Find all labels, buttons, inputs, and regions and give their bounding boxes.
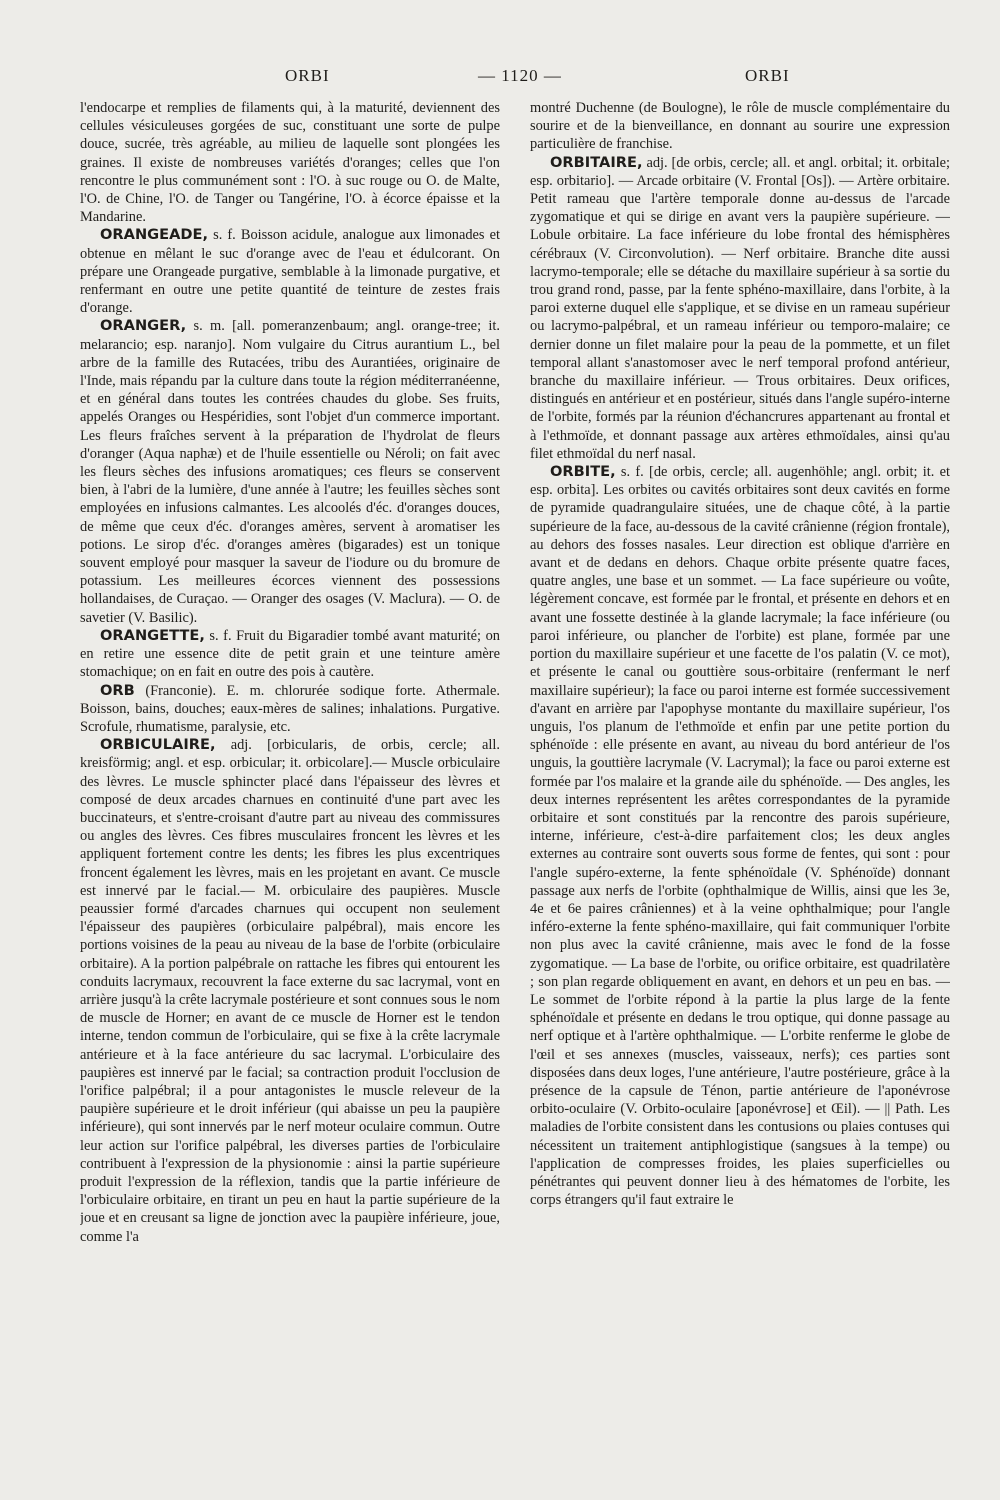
right-column [530, 99, 950, 1434]
headword: ORB [100, 681, 135, 699]
page-number: — 1120 — [478, 66, 562, 85]
paragraph-continuation [80, 99, 500, 226]
entry-orbitaire [530, 154, 950, 463]
running-header [80, 66, 920, 90]
paragraph-text: l'endocarpe et remplies de filaments qui, à la maturité, deviennent des cellules vésiculeuses gorgées de suc, constituant une sorte de pulpe douce, sucrée, très agréable, au milieu de laquelle sont plongées les graines. Il existe de nombreuses variétés d'oranges; celles que l'on rencontre le plus communément sont : l'O. à suc rouge ou O. de Malte, l'O. de Chine, l'O. de Tanger ou Tangérine, l'O. à écorce épaisse et la Mandarine. [80, 100, 500, 226]
definition-text: s. f. Boisson acidule, analogue aux limonades et obtenue en mêlant le suc d'orange avec de l'eau et édulcorant. On prépare une Orangeade purgative, semblable à la limonade purgative, et renfermant en outre une petite quantité de teinture de zestes frais d'orange. [80, 227, 500, 317]
running-head-right: ORBI [745, 66, 790, 85]
headword: ORBITE, [550, 463, 616, 481]
left-column [80, 99, 500, 1434]
entry-orangeade [80, 226, 500, 317]
entry-orbite [530, 463, 950, 1209]
headword: ORANGER, [100, 317, 187, 335]
definition-text: s. m. [all. pomeranzenbaum; angl. orange-tree; it. melarancio; esp. naranjo]. Nom vulgaire du Citrus aurantium L., bel arbre de la famille des Rutacées, tribu des Aurantiées, originaire de l'Inde, mais répandu par la culture dans toute la région méditerranéenne, et en général dans toutes les contrées chaudes du globe. Ses fruits, appelés Oranges ou Hespéridies, sont l'objet d'un commerce important. Les fleurs fraîches servent à la préparation de l'hydrolat de fleurs d'oranger (Aqua naphæ) et de l'huile essentielle ou Néroli; on fait avec les fleurs sèches des infusions aromatiques; ces fleurs se conservent bien, à l'abri de la lumière, d'une année à l'autre; les feuilles sèches sont employées en infusions calmantes. Les alcoolés d'éc. d'oranges douces, de même que ceux d'éc. d'oranges amères, servent à aromatiser les potions. Le sirop d'éc. d'oranges amères (bigarades) est un tonique souvent employé pour masquer la saveur de l'iodure ou du bromure de potassium. Les meilleures écorces viennent des possessions hollandaises, de Curaçao. — Oranger des osages (V. Maclura). — O. de savetier (V. Basilic). [80, 318, 500, 626]
headword: ORANGEADE, [100, 226, 209, 244]
entry-orbiculaire [80, 736, 500, 1246]
paragraph-text: montré Duchenne (de Boulogne), le rôle de muscle complémentaire du sourire et de la bienveillance, en donnant au sourire une expression particulière de franchise. [530, 100, 950, 153]
definition-text: (Franconie). E. m. chlorurée sodique forte. Athermale. Boisson, bains, douches; eaux-mères de salines; inhalations. Purgative. Scrofule, rhumatisme, paralysie, etc. [80, 682, 500, 735]
running-head-left: ORBI [285, 66, 330, 85]
headword: ORANGETTE, [100, 626, 205, 644]
headword: ORBITAIRE, [550, 153, 643, 171]
entry-orb [80, 682, 500, 737]
definition-text: s. f. [de orbis, cercle; all. augenhöhle; angl. orbit; it. et esp. orbita]. Les orbites ou cavités orbitaires sont deux cavités en forme de pyramide quadrangulaire situées, une de chaque côté, à la partie supérieure de la face, au-dessous de la cavité crânienne (région frontale), au dehors des fosses nasales. Leur direction est oblique d'arrière en avant et de dedans en dehors. Chaque orbite présente quatre faces, quatre angles, une base et un sommet. — La face supérieure ou voûte, légèrement concave, est formée par le frontal, et présente en dehors et en avant une fossette destinée à la glande lacrymale; la face inférieure (ou paroi inférieure, ou plancher de l'orbite) est plane, formée par une portion du maxillaire supérieur et une facette de l'os palatin (V. ce mot), et présente le canal ou gouttière sous-orbitaire (renfermant le nerf maxillaire supérieur); la face ou paroi interne est formée successivement d'avant en arrière par l'apophyse montante du maxillaire supérieur, l'os unguis, l'os planum de l'ethmoïde et enfin par une petite portion du sphénoïde : elle présente en avant, au niveau du bord antérieur de l'os unguis, la gouttière lacrymale (V. Lacrymal); la face ou paroi externe est formée par l'os malaire et la grande aile du sphénoïde. — Des angles, les deux internes représentent les arêtes correspondantes de la pyramide orbitaire et sont constitués par la rencontre des parois supérieure, interne, inférieure, c'est-à-dire parfaitement clos; les deux angles externes au contraire sont ouverts sous forme de fentes, qui sont : pour l'angle supéro-externe, la fente sphénoïdale (V. Sphénoïde) donnant passage aux nerfs de l'orbite (ophthalmique de Willis, ainsi que les 3e, 4e et 6e paires crâniennes) et à la veine ophthalmique; pour l'angle inféro-externe la fente sphéno-maxillaire, qui fait communiquer l'orbite non plus avec la cavité crânienne, mais avec le fond de la fosse zygomatique. — La base de l'orbite, ou orifice orbitaire, est quadrilatère ; son plan regarde obliquement en avant, en dehors et un peu en bas. — Le sommet de l'orbite répond à la partie la plus large de la fente sphénoïdale et présente en dedans le trou optique, qui donne passage au nerf optique et à l'artère ophthalmique. — L'orbite renferme le globe de l'œil et ses annexes (muscles, vaisseaux, nerfs); ces parties sont disposées dans deux loges, l'une antérieure, l'autre postérieure, grâce à la présence de la capsule de Ténon, partie antérieure de l'aponévrose orbito-oculaire (V. Orbito-oculaire [aponévrose] et Œil). — || Path. Les maladies de l'orbite consistent dans les contusions ou plaies contuses qui nécessitent un traitement antiphlogistique (sangsues à la tempe) ou l'application de compresses froides, les plaies superficielles ou pénétrantes qui peuvent donner lieu à des hématomes de l'orbite, les corps étrangers qu'il faut extraire le [530, 464, 950, 1209]
entry-oranger [80, 317, 500, 626]
entry-orangette [80, 627, 500, 682]
headword: ORBICULAIRE, [100, 736, 216, 754]
definition-text: adj. [orbicularis, de orbis, cercle; all. kreisförmig; angl. et esp. orbicular; it. orbicolare].— Muscle orbiculaire des lèvres. Le muscle sphincter placé dans l'épaisseur des lèvres et composé de deux arcades charnues en continuité d'une part avec les buccinateurs, et s'entre-croisant d'autre part au niveau des commissures ou angles des lèvres. Ces fibres musculaires froncent les lèvres et les appliquent fortement contre les dents; les fibres les plus excentriques froncent également les lèvres, mais en les projetant en avant. Ce muscle est innervé par le facial.— M. orbiculaire des paupières. Muscle peaussier formé d'arcades charnues qui occupent non seulement l'épaisseur des paupières (orbiculaire palpébral), mais encore les portions voisines de la peau au niveau de la base de l'orbite (orbiculaire orbitaire). A la portion palpébrale on rattache les fibres qui entourent les conduits lacrymaux, recouvrent la face externe du sac lacrymal, vont en arrière jusqu'à la crête lacrymale postérieure et sont connues sous le nom de muscle de Horner; en avant de ce muscle de Horner est le tendon interne, tendon commun de l'orbiculaire, qui se fixe à la crête lacrymale antérieure et à la face antérieure du sac lacrymal. L'orbiculaire des paupières est innervé par le facial; sa contraction produit l'occlusion de l'orifice palpébral; il a pour antagonistes le muscle releveur de la paupière supérieure et le droit inférieur (qui abaisse un peu la paupière inférieure), qui sont innervés par le nerf moteur oculaire commun. Outre leur action sur l'orifice palpébral, les diverses parties de l'orbiculaire contribuent à l'expression de la physionomie : ainsi la partie supérieure produit l'expression de la réflexion, tandis que la partie inférieure de l'orbiculaire orbitaire, en tirant un peu en haut la partie supérieure de la joue et en creusant sa ligne de jonction avec la paupière inférieure, joue, comme l'a [80, 737, 500, 1245]
paragraph-continuation [530, 99, 950, 154]
definition-text: s. f. Fruit du Bigaradier tombé avant maturité; on en retire une essence dite de petit grain et une teinture amère stomachique; on en fait en outre des pois à cautère. [80, 627, 500, 681]
definition-text: adj. [de orbis, cercle; all. et angl. orbital; it. orbitale; esp. orbitario]. — Arcade orbitaire (V. Frontal [Os]). — Artère orbitaire. Petit rameau que l'artère temporale donne au-dessus de l'arcade zygomatique et qui se dirige en avant vers la paupière supérieure. — Lobule orbitaire. La face inférieure du lobe frontal des hémisphères cérébraux (V. Circonvolution). — Nerf orbitaire. Branche dite aussi lacrymo-temporale; elle se détache du maxillaire supérieur à sa sortie du trou grand rond, passe, par la fente sphéno-maxillaire, dans l'orbite, à la paroi externe duquel elle s'applique, et se divise en un rameau supérieur ou lacrymo-palpébral, et un rameau inférieur ou temporo-malaire; ce dernier donne un filet malaire pour la peau de la pommette, et un filet temporal allant s'anastomoser avec le nerf temporal profond antérieur, branche du maxillaire inférieur. — Trous orbitaires. Deux orifices, distingués en antérieur et en postérieur, situés dans l'angle supéro-interne de l'orbite, formés par la réunion d'échancrures appartenant au frontal et à l'ethmoïde, et donnant passage aux artères ethmoïdales, ainsi qu'au filet ethmoïdal du nerf nasal. [530, 154, 950, 462]
